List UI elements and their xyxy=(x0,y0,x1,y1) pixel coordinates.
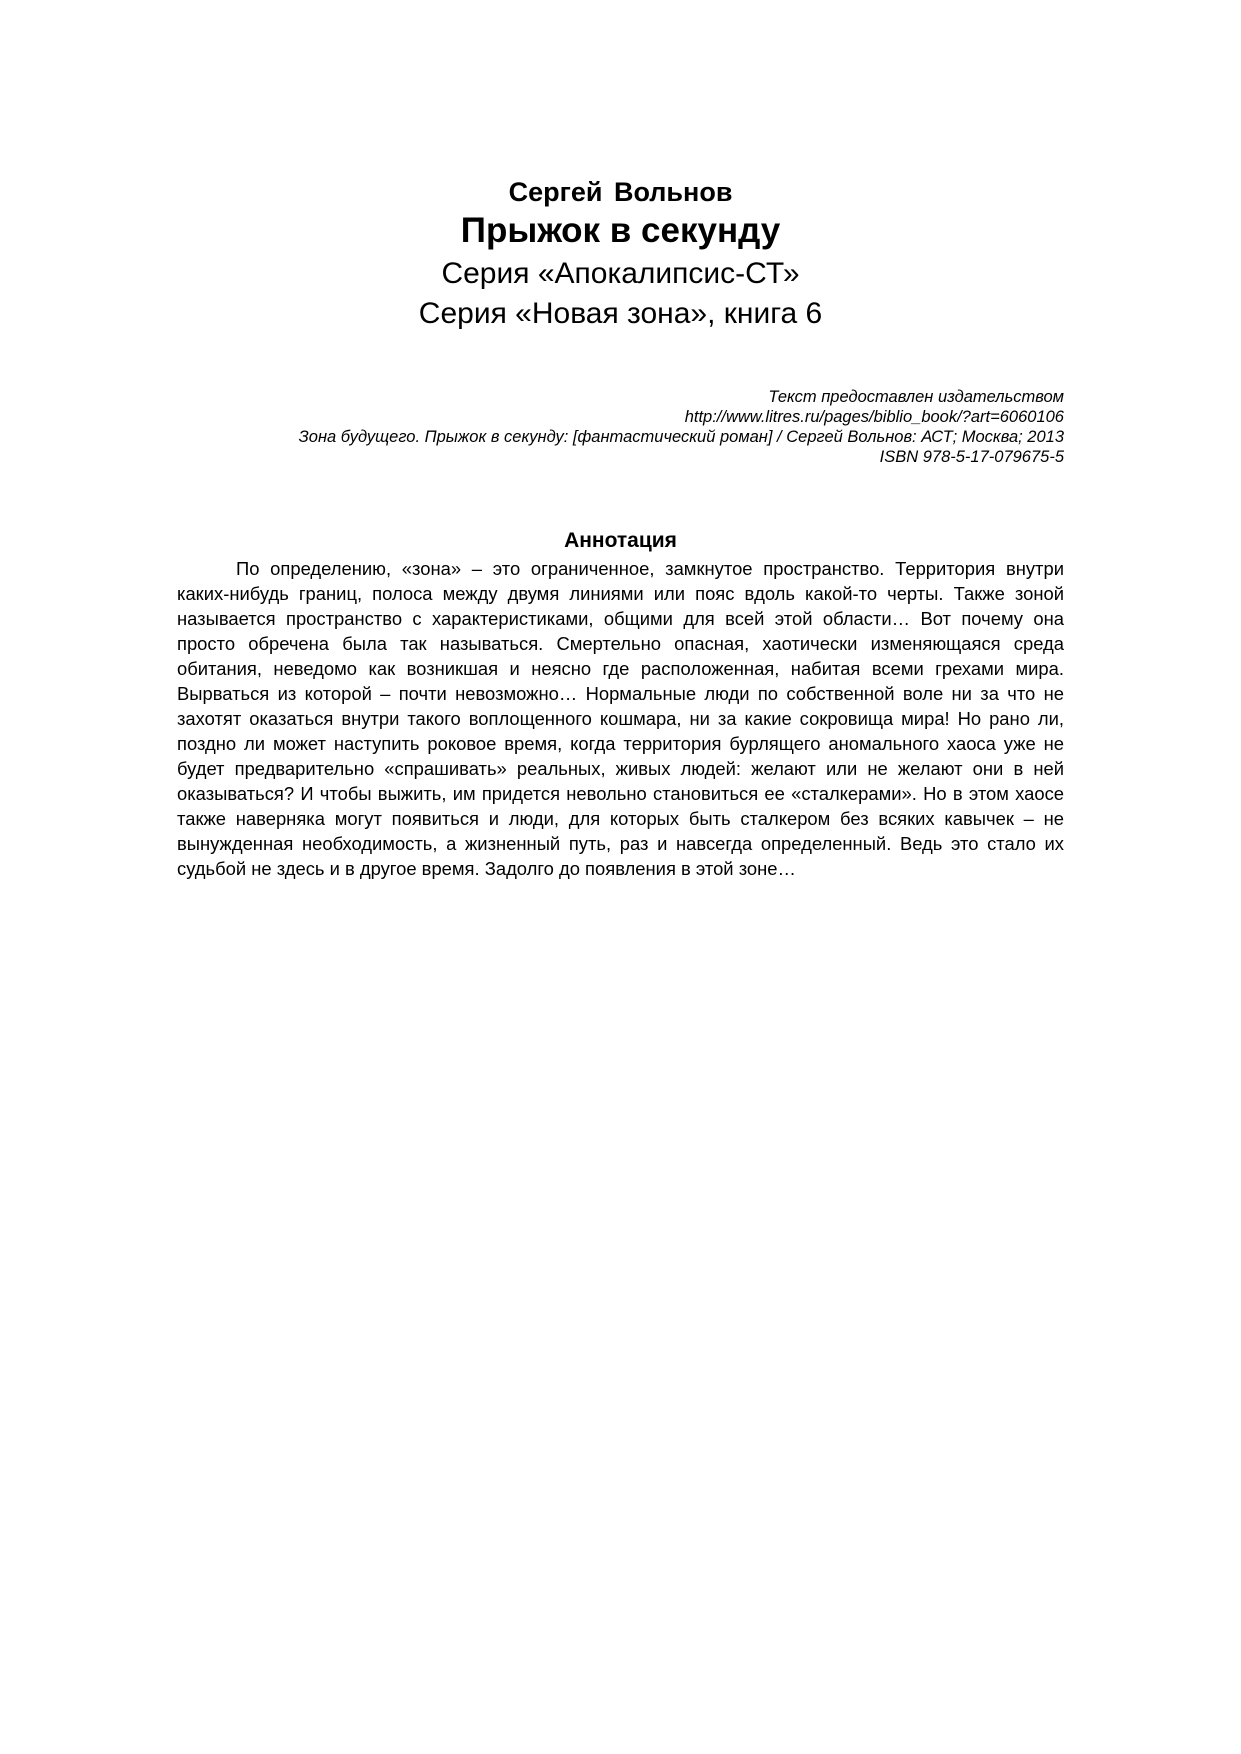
series-line-2: Серия «Новая зона», книга 6 xyxy=(418,297,823,330)
provided-by-text: Текст предоставлен издательством xyxy=(768,388,1064,406)
publication-info xyxy=(177,387,1064,467)
isbn: ISBN 978-5-17-079675-5 xyxy=(879,448,1064,466)
source-url: http://www.litres.ru/pages/biblio_book/?art=6060106 xyxy=(684,408,1064,426)
annotation-text: По определению, «зона» – это ограниченное, замкнутое пространство. Территория внутри каких-нибудь границ, полоса между двумя линиями или пояс вдоль какой-то черты. Также зоной называется пространство с характеристиками, общими для всей этой области… Вот почему она просто обречена была так называться. Смертельно опасная, хаотически изменяющаяся среда обитания, неведомо как возникшая и неясно где расположенная, набитая всеми грехами мира. Вырваться из которой – почти невозможно… Нормальные люди по собственной воле ни за что не захотят оказаться внутри такого воплощенного кошмара, ни за какие сокровища мира! Но рано ли, поздно ли может наступить роковое время, когда территория бурлящего аномального хаоса уже не будет предварительно «спрашивать» реальных, живых людей: желают или не желают они в ней оказываться? И чтобы выжить, им придется невольно становиться ее «сталкерами». Но в этом хаосе также наверняка могут появиться и люди, для которых быть сталкером без всяких кавычек – не вынужденная необходимость, а жизненный путь, раз и навсегда определенный. Ведь это стало их судьбой не здесь и в другое время. Задолго до появления в этой зоне… xyxy=(177,558,1064,879)
book-author: Сергей Вольнов xyxy=(508,177,733,207)
bibliographic-citation: Зона будущего. Прыжок в секунду: [фантастический роман] / Сергей Вольнов: АСТ; Москва; 2013 xyxy=(298,428,1064,446)
book-title: Прыжок в секунду xyxy=(460,211,781,250)
series-line-1: Серия «Апокалипсис-СТ» xyxy=(441,257,800,290)
annotation-heading: Аннотация xyxy=(564,529,677,552)
